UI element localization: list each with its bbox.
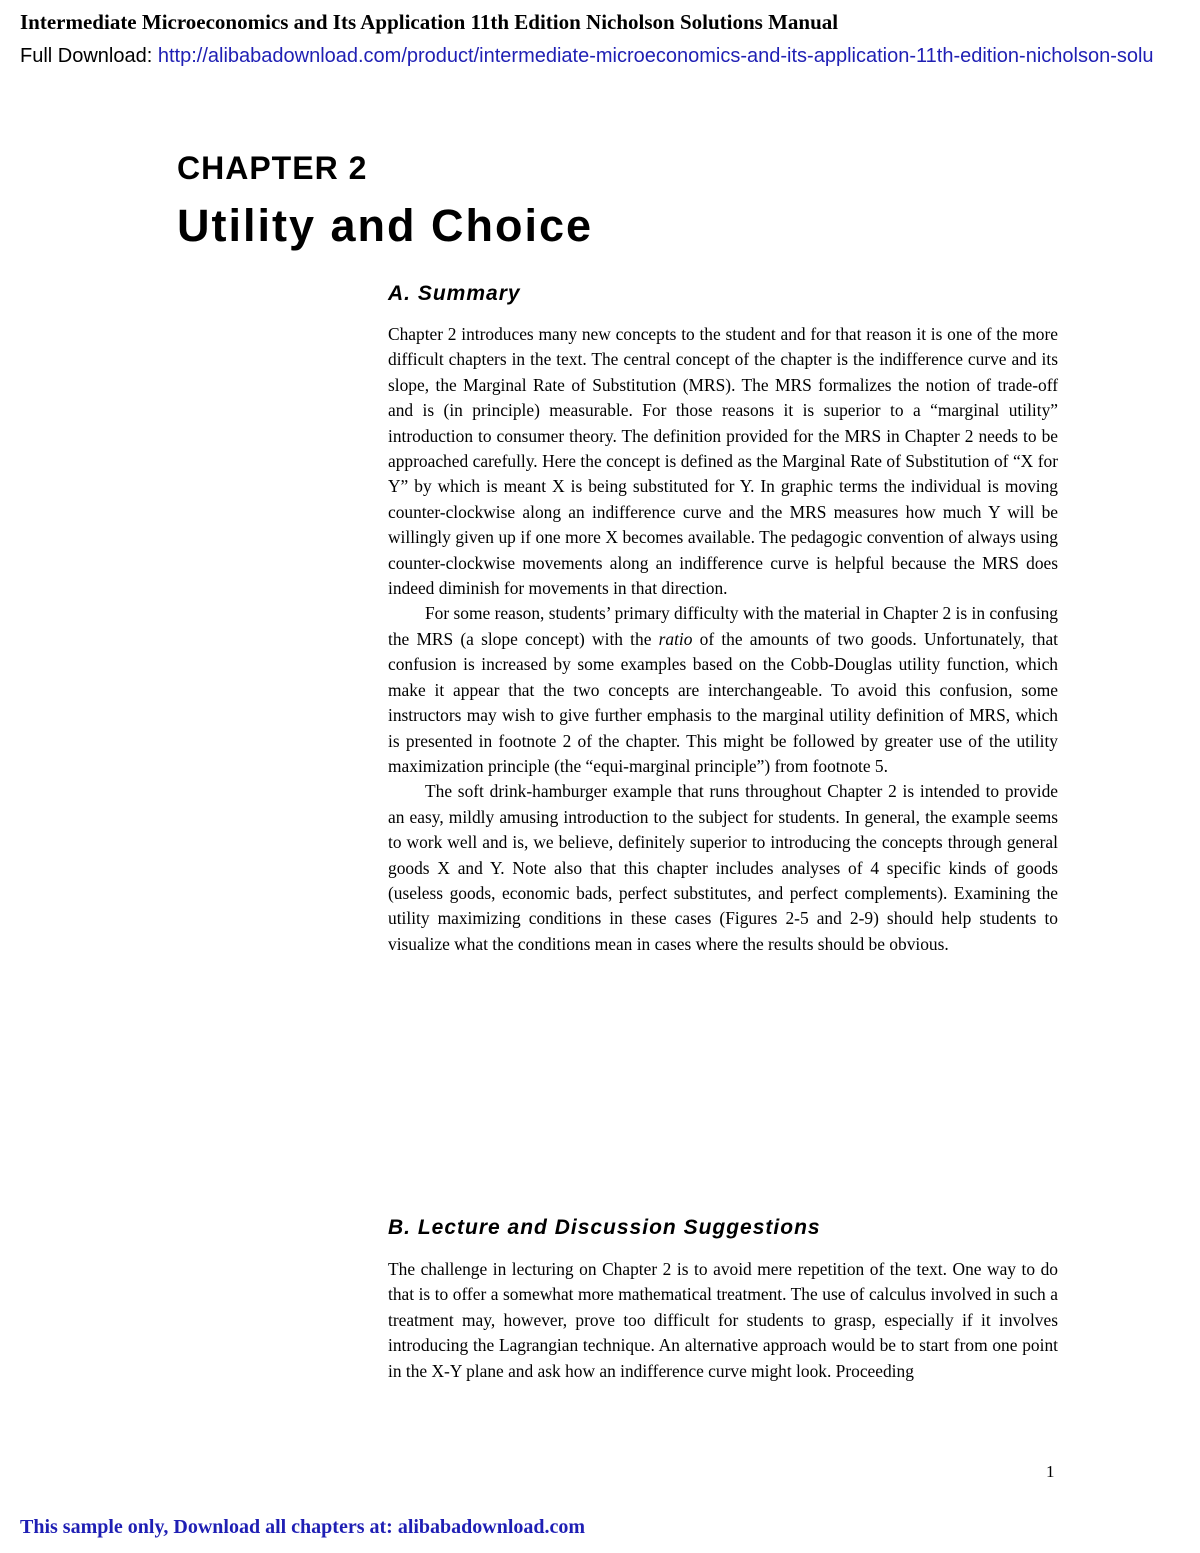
page-number: 1 — [1046, 1462, 1055, 1481]
summary-paragraph: The soft drink-hamburger example that runs throughout Chapter 2 is intended to provide an easy, mildly amusing introduction to the subject for students. In general, the example seems to work well and is, we believe, definitely superior to introducing the concepts through general goods X and Y. Note also that this chapter includes analyses of 4 specific kinds of goods (useless goods, economic bads, perfect substitutes, and perfect complements). Examining the utility maximizing conditions in these cases (Figures 2-5 and 2-9) should help students to visualize what the conditions mean in cases where the results should be obvious. — [388, 781, 1058, 954]
download-link[interactable]: http://alibabadownload.com/product/intermediate-microeconomics-and-its-application-11th-edition-nicholson-solu — [157, 45, 1154, 67]
section-heading-summary: A. Summary — [388, 282, 521, 305]
section-heading-lecture: B. Lecture and Discussion Suggestions — [388, 1216, 821, 1239]
lecture-text — [388, 1257, 1058, 1384]
download-label: Full Download: — [20, 45, 158, 67]
download-line — [20, 42, 1200, 70]
summary-text — [388, 322, 1058, 957]
summary-paragraph — [388, 601, 1058, 779]
footer-download-note[interactable]: This sample only, Download all chapters at: alibabadownload.com — [20, 1516, 586, 1538]
document-header — [20, 8, 1200, 70]
emphasis-text: ratio — [658, 628, 693, 649]
document-title: Intermediate Microeconomics and Its Application 11th Edition Nicholson Solutions Manual — [20, 10, 839, 34]
lecture-paragraph: The challenge in lecturing on Chapter 2 is to avoid mere repetition of the text. One way to do that is to offer a somewhat more mathematical treatment. The use of calculus involved in such a treatment may, however, prove too difficult for students to grasp, especially if it involves introducing the Lagrangian technique. An alternative approach would be to start from one point in the X-Y plane and ask how an indifference curve might look. Proceeding — [388, 1259, 1058, 1381]
summary-paragraph: Chapter 2 introduces many new concepts to the student and for that reason it is one of the more difficult chapters in the text. The central concept of the chapter is the indifference curve and its slope, the Marginal Rate of Substitution (MRS). The MRS formalizes the notion of trade-off and is (in principle) measurable. For those reasons it is superior to a “marginal utility” introduction to consumer theory. The definition provided for the MRS in Chapter 2 needs to be approached carefully. Here the concept is defined as the Marginal Rate of Substitution of “X for Y” by which is meant X is being substituted for Y. In graphic terms the individual is moving counter-clockwise along an indifference curve and the MRS measures how much Y will be willingly given up if one more X becomes available. The pedagogic convention of always using counter-clockwise movements along an indifference curve is helpful because the MRS does indeed diminish for movements in that direction. — [388, 324, 1058, 599]
summary-paragraph-text: For some reason, students’ primary difficulty with the material in Chapter 2 is in confusing the MRS (a slope concept) with the — [388, 603, 1058, 649]
chapter-title: Utility and Choice — [177, 200, 594, 251]
chapter-label: CHAPTER 2 — [177, 150, 368, 186]
summary-paragraph-text: of the amounts of two goods. Unfortunately, that confusion is increased by some examples based on the Cobb-Douglas utility function, which make it appear that the two concepts are interchangeable. To avoid this confusion, some instructors may wish to give further emphasis to the marginal utility definition of MRS, which is presented in footnote 2 of the chapter. This might be followed by greater use of the utility maximization principle (the “equi-marginal principle”) from footnote 5. — [388, 628, 1058, 776]
